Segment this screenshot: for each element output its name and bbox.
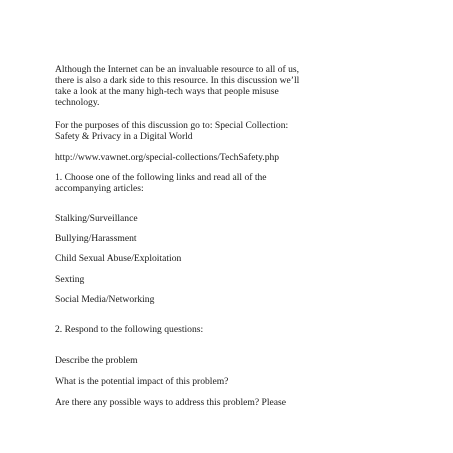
intro-line: Although the Internet can be an invaluable resource to all of us, bbox=[55, 64, 300, 75]
question-address: Are there any possible ways to address this problem? Please bbox=[55, 397, 286, 408]
link-item-stalking: Stalking/Surveillance bbox=[55, 213, 138, 224]
purpose-line: Safety & Privacy in a Digital World bbox=[55, 131, 193, 142]
link-item-bullying: Bullying/Harassment bbox=[55, 233, 137, 244]
step-1-instruction bbox=[55, 172, 415, 194]
question-describe: Describe the problem bbox=[55, 355, 138, 366]
intro-paragraph bbox=[55, 64, 415, 108]
purpose-paragraph bbox=[55, 120, 415, 142]
intro-line: technology. bbox=[55, 97, 100, 108]
collection-url: http://www.vawnet.org/special-collections/TechSafety.php bbox=[55, 152, 280, 163]
purpose-line: For the purposes of this discussion go to: Special Collection: bbox=[55, 120, 289, 131]
question-impact: What is the potential impact of this problem? bbox=[55, 376, 229, 387]
link-item-child-abuse: Child Sexual Abuse/Exploitation bbox=[55, 253, 182, 264]
intro-line: take a look at the many high-tech ways that people misuse bbox=[55, 86, 279, 97]
step-1-line: accompanying articles: bbox=[55, 183, 144, 194]
link-item-sexting: Sexting bbox=[55, 274, 85, 285]
step-2-instruction: 2. Respond to the following questions: bbox=[55, 324, 204, 335]
step-1-line: 1. Choose one of the following links and read all of the bbox=[55, 172, 267, 183]
intro-line: there is also a dark side to this resource. In this discussion we’ll bbox=[55, 75, 300, 86]
link-item-social-media: Social Media/Networking bbox=[55, 294, 155, 305]
